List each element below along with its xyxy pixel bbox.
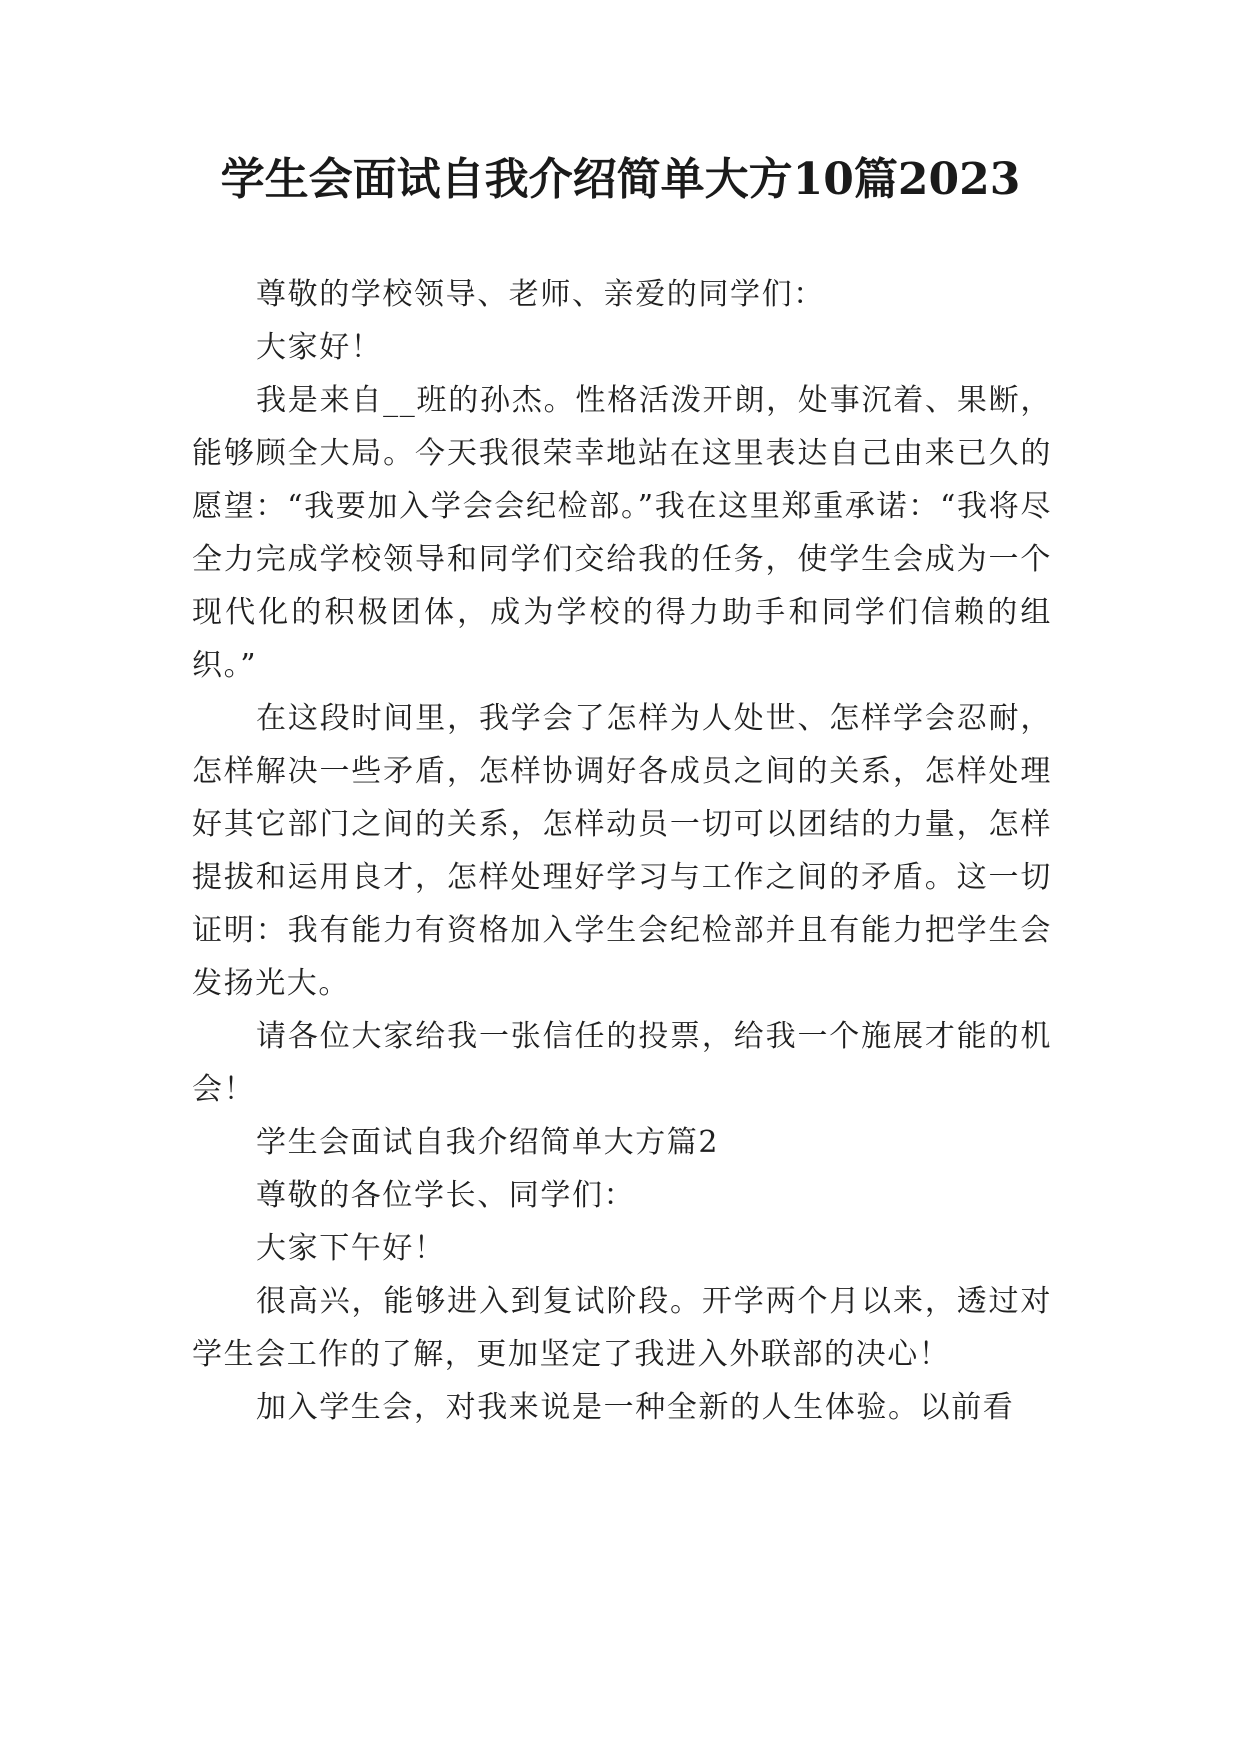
paragraph-greeting: 大家好！ [256,330,383,365]
paragraph-retest: 很高兴，能够进入到复试阶段。开学两个月以来，透过对学生会工作的了解，更加坚定了我进入外联部的决心！ [192,1284,1052,1372]
paragraph-salutation-2: 尊敬的各位学长、同学们： [256,1178,636,1213]
paragraph-experience: 在这段时间里，我学会了怎样为人处世、怎样学会忍耐，怎样解决一些矛盾，怎样协调好各成员之间的关系，怎样处理好其它部门之间的关系，怎样动员一切可以团结的力量，怎样提拔和运用良才，怎样处理好学习与工作之间的矛盾。这一切证明：我有能力有资格加入学生会纪检部并且有能力把学生会发扬光大。 [192,701,1052,1001]
paragraph-new-experience: 加入学生会，对我来说是一种全新的人生体验。以前看 [256,1390,1015,1425]
paragraph-greeting-2: 大家下午好！ [256,1231,446,1266]
paragraph-salutation: 尊敬的学校领导、老师、亲爱的同学们： [256,277,825,312]
section-heading-2: 学生会面试自我介绍简单大方篇2 [256,1125,720,1160]
paragraph-introduction: 我是来自__班的孙杰。性格活泼开朗，处事沉着、果断，能够顾全大局。今天我很荣幸地站在这里表达自己由来已久的愿望：“我要加入学会会纪检部。”我在这里郑重承诺：“我将尽全力完成学校领导和同学们交给我的任务，使学生会成为一个现代化的积极团体，成为学校的得力助手和同学们信赖的组织。” [192,383,1052,683]
document-body [192,260,1052,1434]
paragraph-request-vote: 请各位大家给我一张信任的投票，给我一个施展才能的机会！ [192,1019,1052,1107]
document-title: 学生会面试自我介绍简单大方10篇2023 [220,154,1021,205]
